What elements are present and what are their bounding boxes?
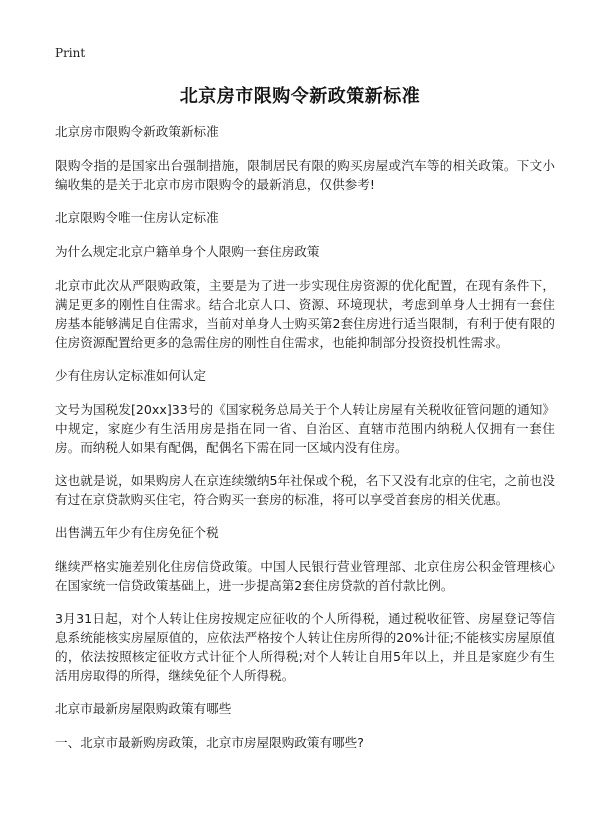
paragraph: 3月31日起，对个人转让住房按规定应征收的个人所得税，通过税收征管、房屋登记等信息系统能核实房屋原值的，应依法严格按个人转让住房所得的20%计征;不能核实房屋原值的，依法按照核定征收方式计征个人所得税;对个人转让自用5年以上，并且是家庭少有生活用房取得的所得，继续免征个人所得税。 (55, 611, 555, 683)
section-heading: 出售满五年少有住房免征个税 (55, 525, 219, 540)
section-heading: 少有住房认定标准如何认定 (55, 368, 207, 383)
paragraph: 文号为国税发[20xx]33号的《国家税务总局关于个人转让房屋有关税收征管问题的通知》中规定，家庭少有生活用房是指在同一省、自治区、直辖市范围内纳税人仅拥有一套住房。而纳税人如果有配偶，配偶名下需在同一区域内没有住房。 (55, 402, 555, 455)
section-heading: 北京房市限购令新政策新标准 (55, 124, 219, 139)
article-body (55, 122, 555, 767)
section-heading: 北京市最新房屋限购政策有哪些 (55, 701, 232, 716)
paragraph: 继续严格实施差别化住房信贷政策。中国人民银行营业管理部、北京住房公积金管理核心在国家统一信贷政策基础上，进一步提高第2套住房贷款的首付款比例。 (55, 559, 555, 593)
section-heading: 为什么规定北京户籍单身个人限购一套住房政策 (55, 244, 320, 259)
paragraph: 北京市此次从严限购政策，主要是为了进一步实现住房资源的优化配置，在现有条件下，满足更多的刚性自住需求。结合北京人口、资源、环境现状，考虑到单身人士拥有一套住房基本能够满足自住需求，当前对单身人士购买第2套住房进行适当限制，有利于使有限的住房资源配置给更多的急需住房的刚性自住需求，也能抑制部分投资投机性需求。 (55, 278, 555, 350)
paragraph: 这也就是说，如果购房人在京连续缴纳5年社保或个税，名下又没有北京的住宅，之前也没有过在京贷款购买住宅，符合购买一套房的标准，将可以享受首套房的相关优惠。 (55, 473, 555, 507)
page-title: 北京房市限购令新政策新标准 (179, 86, 421, 107)
print-link[interactable]: Print (55, 46, 86, 60)
paragraph: 限购令指的是国家出台强制措施，限制居民有限的购买房屋或汽车等的相关政策。下文小编收集的是关于北京市房市限购令的最新消息，仅供参考! (55, 158, 555, 192)
section-heading: 一、北京市最新购房政策，北京市房屋限购政策有哪些? (55, 735, 364, 750)
section-heading: 北京限购令唯一住房认定标准 (55, 210, 219, 225)
